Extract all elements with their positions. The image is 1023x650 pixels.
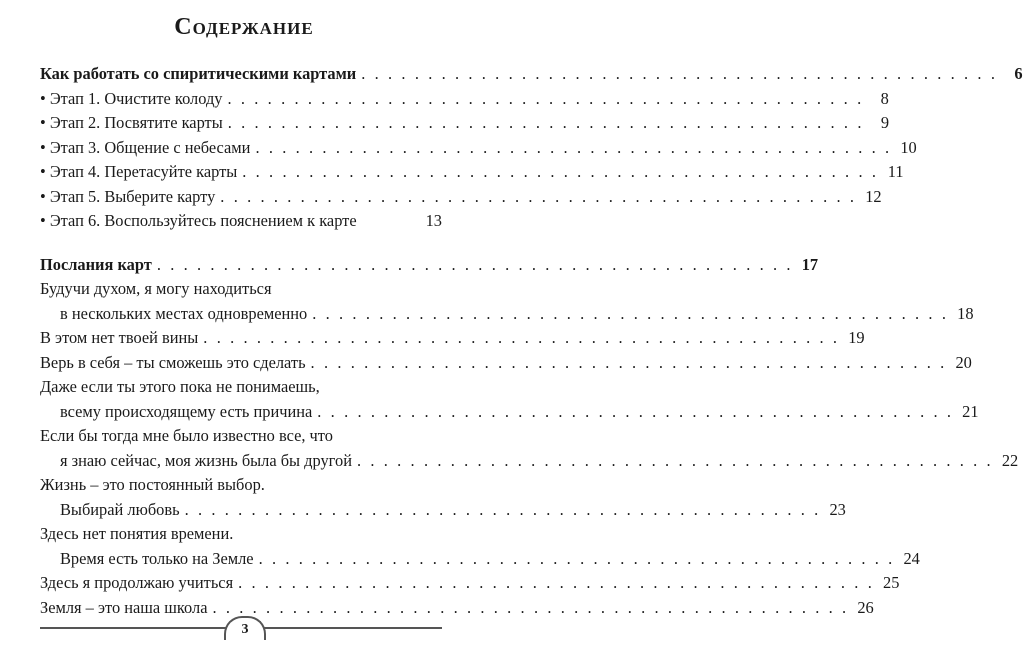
toc-entry-first-line: Даже если ты этого пока не понимаешь, — [40, 377, 320, 396]
page-title: Содержание — [174, 14, 314, 40]
toc-entry-page: 11 — [887, 162, 904, 181]
toc-entry-page: 17 — [801, 254, 819, 274]
dot-leader: . . . . . . . . . . . . . . . . . . . . . . . . . . . . . . . . . . . . . . . . . . . . . . . . — [220, 186, 857, 206]
toc-entry-title: Послания карт — [40, 254, 152, 274]
toc-entry-first-line: Если бы тогда мне было известно все, что — [40, 426, 333, 445]
dot-leader: . . . . . . . . . . . . . . . . . . . . . . . . . . . . . . . . . . . . . . . . . . . . . . . . — [361, 64, 998, 83]
dot-leader: . . . . . . . . . . . . . . . . . . . . . . . . . . . . . . . . . . . . . . . . . . . . . . . . — [212, 597, 849, 617]
dot-leader: . . . . . . . . . . . . . . . . . . . . . . . . . . . . . . . . . . . . . . . . . . . . . . . . — [242, 162, 879, 181]
dot-leader: . . . . . . . . . . . . . . . . . . . . . . . . . . . . . . . . . . . . . . . . . . . . . . . . — [255, 137, 892, 157]
toc-section-heading[interactable] — [40, 62, 1023, 87]
toc-entry-page: 8 — [880, 88, 889, 108]
page-number: 3 — [224, 616, 266, 640]
toc-entry-title: • Этап 2. Посвятите карты — [40, 113, 223, 132]
toc-entry[interactable] — [40, 571, 900, 596]
dot-leader: . . . . . . . . . . . . . . . . . . . . . . . . . . . . . . . . . . . . . . . . . . . . . . . . — [238, 573, 875, 592]
toc-entry-title: Земля – это наша школа — [40, 597, 208, 617]
dot-leader: . . . . . . . . . . . . . . . . . . . . . . . . . . . . . . . . . . . . . . . . . . . . . . . . — [227, 88, 864, 108]
toc-entry-page: 20 — [955, 352, 972, 372]
toc-entry-title: В этом нет твоей вины — [40, 328, 199, 347]
dot-leader: . . . . . . . . . . . . . . . . . . . . . . . . . . . . . . . . . . . . . . . . . . . . . . . . — [317, 401, 954, 421]
toc-entry-title: Верь в себя – ты сможешь это сделать — [40, 352, 306, 372]
toc-entry-page: 13 — [425, 211, 442, 230]
toc-entry[interactable] — [40, 400, 979, 425]
toc-entry[interactable] — [40, 498, 846, 523]
toc-entry[interactable] — [40, 160, 904, 185]
toc-entry[interactable] — [40, 209, 442, 234]
toc-entry[interactable] — [40, 185, 882, 210]
table-of-contents — [40, 62, 1023, 620]
toc-entry-title: всему происходящему есть причина — [60, 401, 313, 421]
dot-leader: . . . . . . . . . . . . . . . . . . . . . . . . . . . . . . . . . . . . . . . . . . . . . . . . — [184, 499, 821, 519]
toc-entry-first-line: Здесь нет понятия времени. — [40, 524, 234, 543]
toc-section-heading[interactable] — [40, 253, 819, 278]
toc-entry-title: Как работать со спиритическими картами — [40, 64, 357, 83]
dot-leader: . . . . . . . . . . . . . . . . . . . . . . . . . . . . . . . . . . . . . . . . . . . . . . . . — [156, 254, 794, 274]
toc-entry[interactable] — [40, 449, 1019, 474]
toc-entry-title: я знаю сейчас, моя жизнь была бы другой — [60, 450, 352, 470]
toc-entry-title: • Этап 5. Выберите карту — [40, 186, 216, 206]
toc-entry-page: 26 — [857, 597, 874, 617]
dot-leader: . . . . . . . . . . . . . . . . . . . . . . . . . . . . . . . . . . . . . . . . . . . . . . . . — [312, 303, 949, 323]
toc-entry[interactable] — [40, 351, 972, 376]
toc-entry-page: 6 — [1014, 64, 1023, 83]
toc-entry-title: в нескольких местах одновременно — [60, 303, 308, 323]
toc-entry[interactable] — [40, 87, 889, 112]
dot-leader: . . . . . . . . . . . . . . . . . . . . . . . . . . . . . . . . . . . . . . . . . . . . . . . . — [203, 328, 840, 347]
toc-entry-title: • Этап 4. Перетасуйте карты — [40, 162, 238, 181]
toc-entry-title: Время есть только на Земле — [60, 548, 254, 568]
toc-entry-title: • Этап 1. Очистите колоду — [40, 88, 223, 108]
dot-leader: . . . . . . . . . . . . . . . . . . . . . . . . . . . . . . . . . . . . . . . . . . . . . . . . — [310, 352, 947, 372]
toc-entry-page: 21 — [962, 401, 979, 421]
section-spacer — [40, 234, 442, 253]
toc-entry-page: 23 — [829, 499, 846, 519]
dot-leader: . . . . . . . . . . . . . . . . . . . . . . . . . . . . . . . . . . . . . . . . . . . . . . . . — [356, 450, 994, 470]
dot-leader: . . . . . . . . . . . . . . . . . . . . . . . . . . . . . . . . . . . . . . . . . . . . . . . . — [258, 548, 895, 568]
toc-entry-page: 18 — [957, 303, 974, 323]
toc-entry[interactable] — [40, 547, 920, 572]
toc-entry-page: 9 — [880, 113, 890, 132]
toc-entry-page: 12 — [865, 186, 882, 206]
toc-entry-page: 10 — [900, 137, 917, 157]
toc-entry-page: 19 — [848, 328, 865, 347]
toc-entry-title: Выбирай любовь — [60, 499, 180, 519]
toc-entry[interactable] — [40, 111, 890, 136]
toc-entry-first-line: Жизнь – это постоянный выбор. — [40, 475, 265, 494]
toc-entry-page: 25 — [883, 573, 900, 592]
toc-entry[interactable] — [40, 302, 974, 327]
toc-entry-title: • Этап 3. Общение с небесами — [40, 137, 251, 157]
toc-entry-title: Здесь я продолжаю учиться — [40, 573, 234, 592]
toc-entry[interactable] — [40, 326, 865, 351]
toc-entry-page: 24 — [903, 548, 920, 568]
dot-leader: . . . . . . . . . . . . . . . . . . . . . . . . . . . . . . . . . . . . . . . . . . . . . . . . — [227, 113, 865, 132]
toc-entry-first-line: Будучи духом, я могу находиться — [40, 279, 272, 298]
toc-entry-page: 22 — [1001, 450, 1019, 470]
toc-entry[interactable] — [40, 136, 917, 161]
toc-entry-title: • Этап 6. Воспользуйтесь пояснением к карте — [40, 211, 357, 230]
